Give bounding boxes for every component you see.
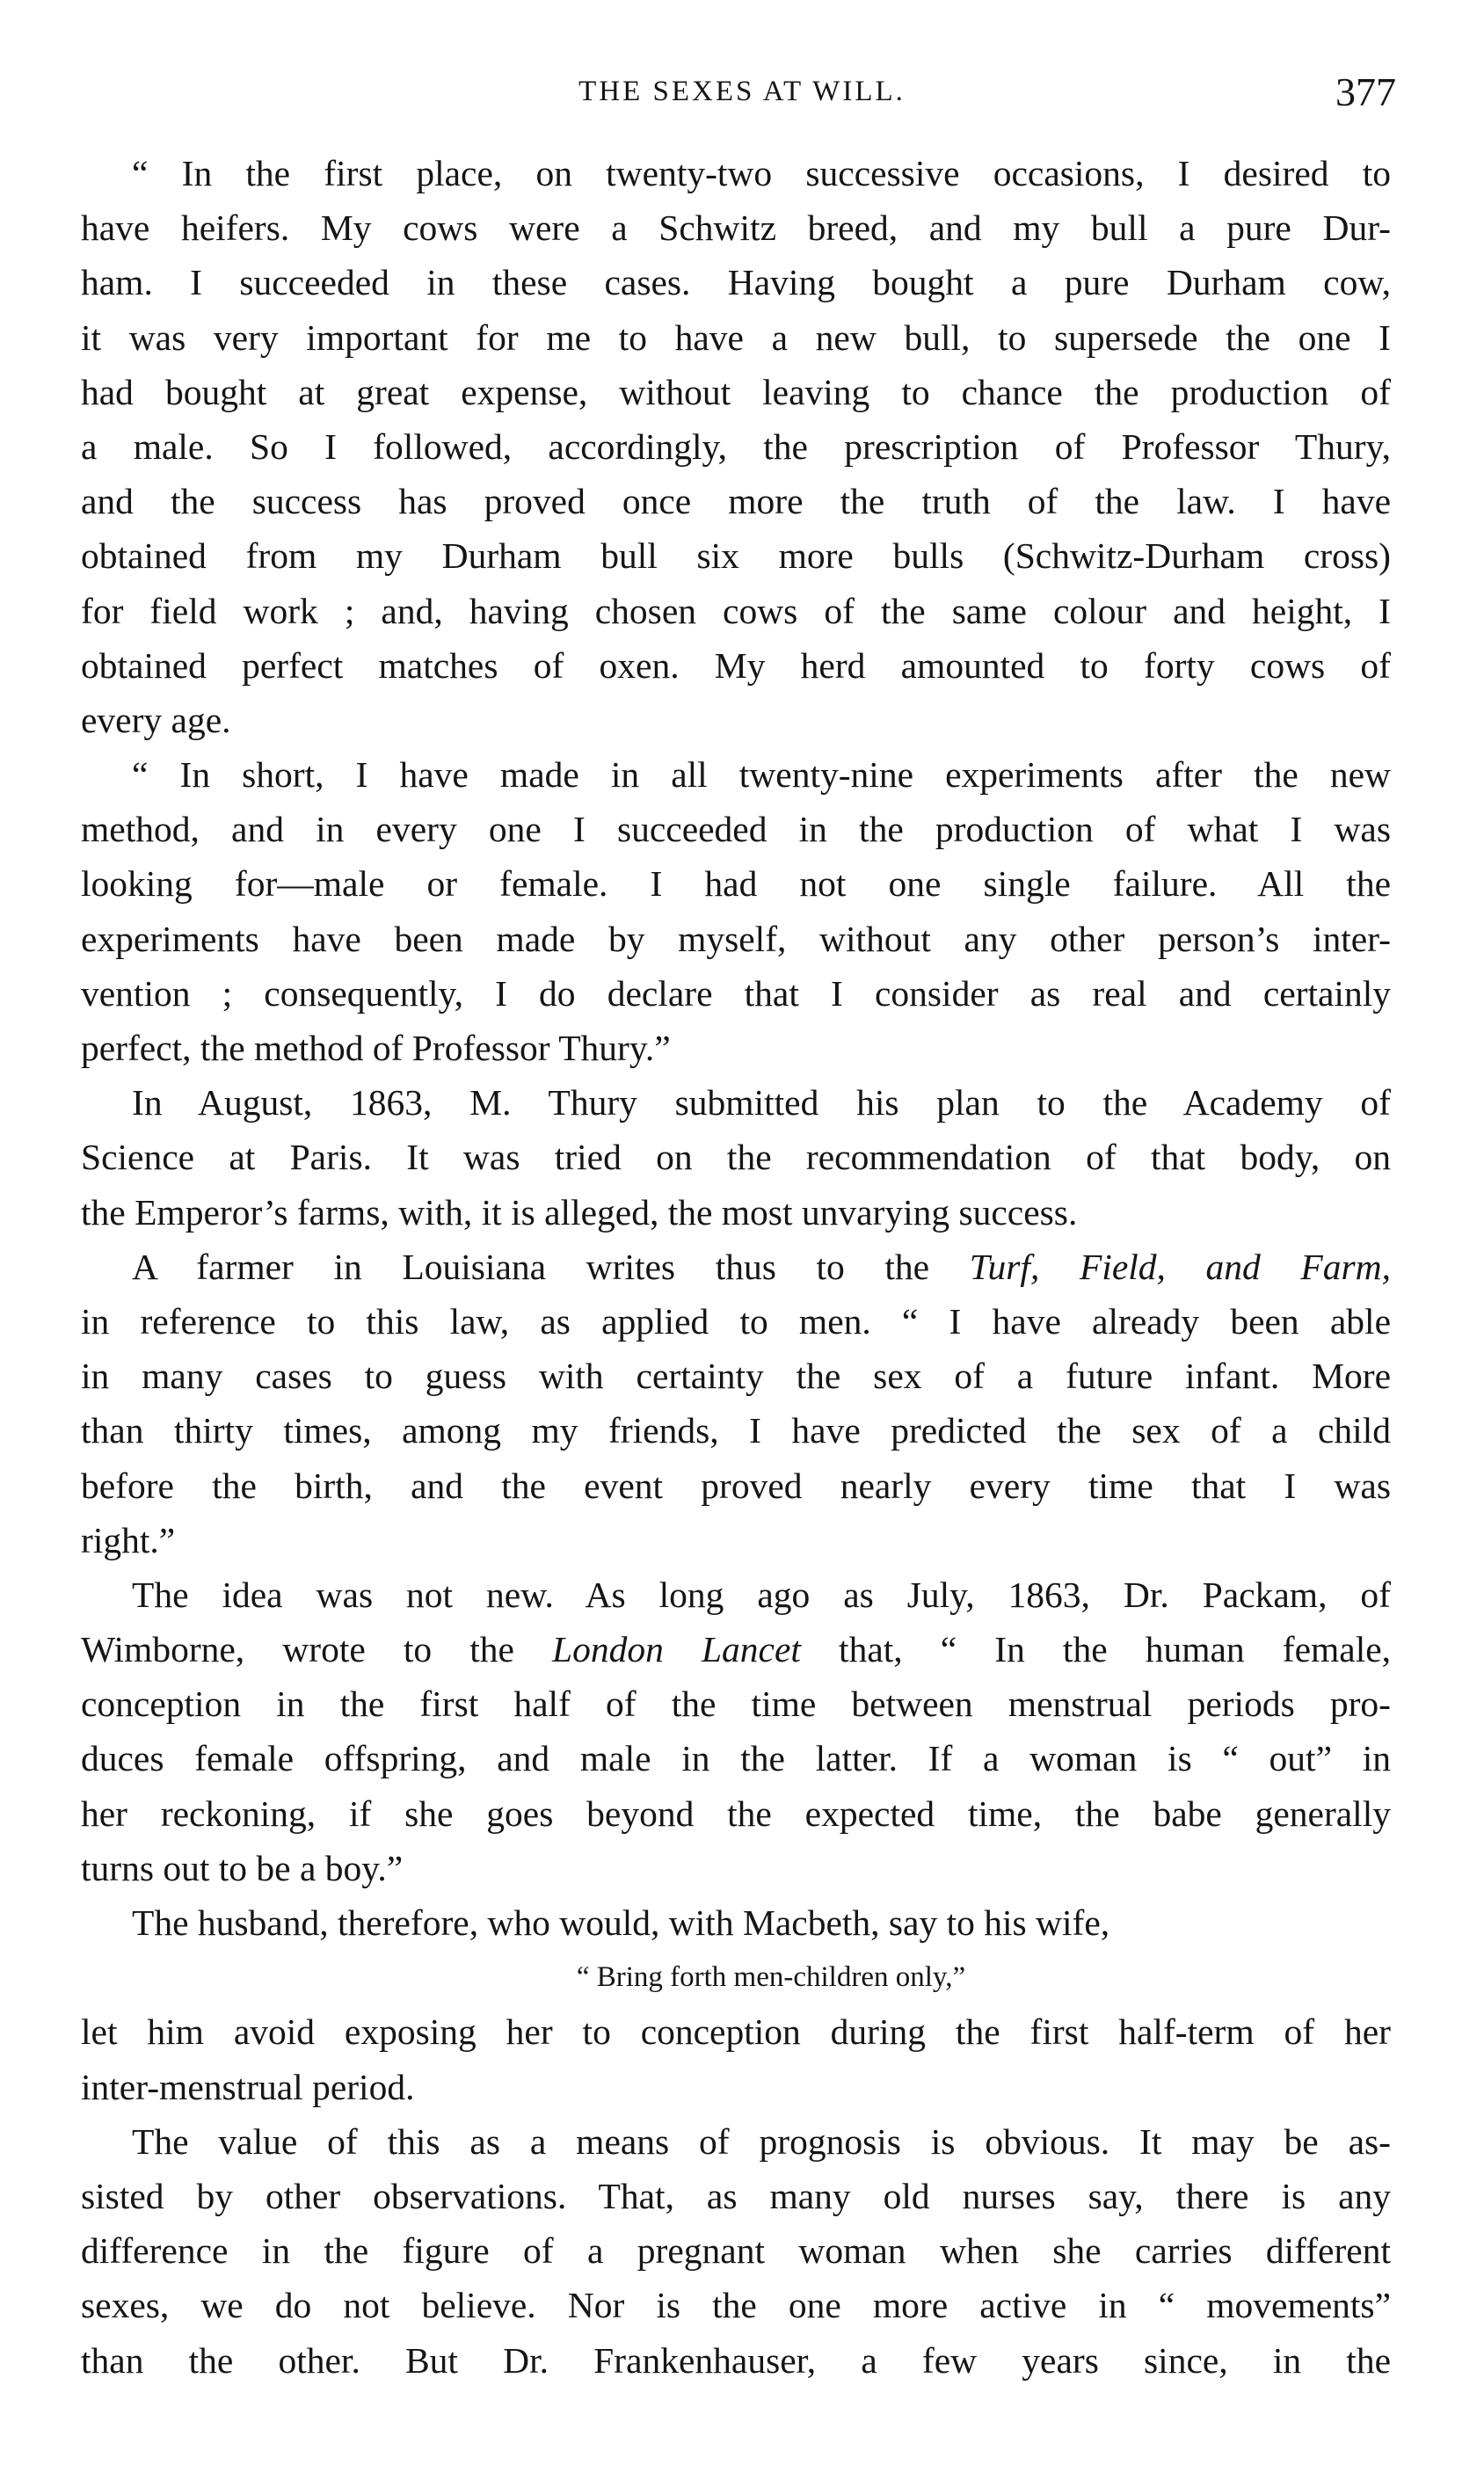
text-line: “ In short, I have made in all twenty-nine experiments after the new <box>132 754 1391 796</box>
text-line: “ In the first place, on twenty-two successive occasions, I desired to <box>132 153 1391 193</box>
text-line: in reference to this law, as applied to men. “ I have already been able <box>81 1300 1391 1342</box>
text-line: before the birth, and the event proved nearly every time that I was <box>81 1465 1391 1506</box>
text-line: than the other. But Dr. Frankenhauser, a few years since, in the <box>81 2339 1391 2381</box>
running-title: THE SEXES AT WILL. <box>578 76 906 107</box>
italic-title: Turf, Field, and Farm, <box>969 1246 1391 1287</box>
text-line: The idea was not new. As long ago as July, 1863, Dr. Packam, of <box>132 1574 1391 1615</box>
text-line: duces female offspring, and male in the latter. If a woman is “ out” in <box>81 1738 1391 1779</box>
body-text <box>81 146 1391 2388</box>
text-line: than thirty times, among my friends, I have predicted the sex of a child <box>81 1410 1391 1451</box>
text-line: every age. <box>81 699 231 740</box>
text-line: a male. So I followed, accordingly, the prescription of Professor Thury, <box>81 425 1391 467</box>
text-line: conception in the first half of the time between menstrual periods pro- <box>81 1684 1391 1725</box>
text-line: sexes, we do not believe. Nor is the one more active in “ movements” <box>81 2285 1391 2326</box>
text-line <box>81 1622 1391 1676</box>
text-line: and the success has proved once more the truth of the law. I have <box>81 481 1391 522</box>
text-run: A farmer in Louisiana writes thus to the <box>132 1246 970 1287</box>
text-line: it was very important for me to have a new bull, to supersede the one I <box>81 316 1391 358</box>
text-line: vention ; consequently, I do declare that I consider as real and certainly <box>81 972 1391 1014</box>
text-line: for field work ; and, having chosen cows of the same colour and height, I <box>81 590 1391 631</box>
page-header <box>0 69 1484 130</box>
text-line: The husband, therefore, who would, with Macbeth, say to his wife, <box>132 1902 1110 1943</box>
text-line: perfect, the method of Professor Thury.” <box>81 1028 671 1068</box>
text-line: ham. I succeeded in these cases. Having bought a pure Durham cow, <box>81 262 1391 303</box>
text-line <box>81 1240 1391 1294</box>
text-line: sisted by other observations. That, as many old nurses say, there is any <box>81 2175 1391 2216</box>
text-line: inter-menstrual period. <box>81 2066 415 2107</box>
text-line: In August, 1863, M. Thury submitted his plan to the Academy of <box>132 1082 1391 1124</box>
italic-title: London Lancet <box>552 1629 801 1670</box>
text-line: right.” <box>81 1519 176 1560</box>
text-line: had bought at great expense, without leaving to chance the production of <box>81 371 1391 412</box>
text-line: experiments have been made by myself, without any other person’s inter- <box>81 918 1391 959</box>
text-run: that, “ In the human female, <box>800 1629 1392 1670</box>
text-line: method, and in every one I succeeded in the production of what I was <box>81 809 1391 850</box>
text-line: looking for—male or female. I had not one single failure. All the <box>81 863 1391 905</box>
text-line: let him avoid exposing her to conception during the first half-term of her <box>81 2011 1391 2053</box>
text-line: obtained perfect matches of oxen. My herd amounted to forty cows of <box>81 644 1391 686</box>
text-line: Science at Paris. It was tried on the recommendation of that body, on <box>81 1137 1391 1178</box>
text-line: her reckoning, if she goes beyond the expected time, the babe generally <box>81 1793 1391 1834</box>
page-number: 377 <box>1335 69 1396 114</box>
text-line: in many cases to guess with certainty the sex of a future infant. More <box>81 1356 1391 1397</box>
block-quote-line: “ Bring forth men-children only,” <box>576 1961 966 1994</box>
text-line: difference in the figure of a pregnant woman when she carries different <box>81 2230 1391 2272</box>
text-run: Wimborne, wrote to the <box>81 1629 553 1670</box>
text-line: have heifers. My cows were a Schwitz breed, and my bull a pure Dur- <box>81 207 1391 249</box>
text-line: The value of this as a means of prognosis is obvious. It may be as- <box>132 2120 1391 2162</box>
text-line: the Emperor’s farms, with, it is alleged, the most unvarying success. <box>81 1191 1078 1233</box>
text-line: obtained from my Durham bull six more bulls (Schwitz-Durham cross) <box>81 535 1391 577</box>
text-line: turns out to be a boy.” <box>81 1847 404 1888</box>
